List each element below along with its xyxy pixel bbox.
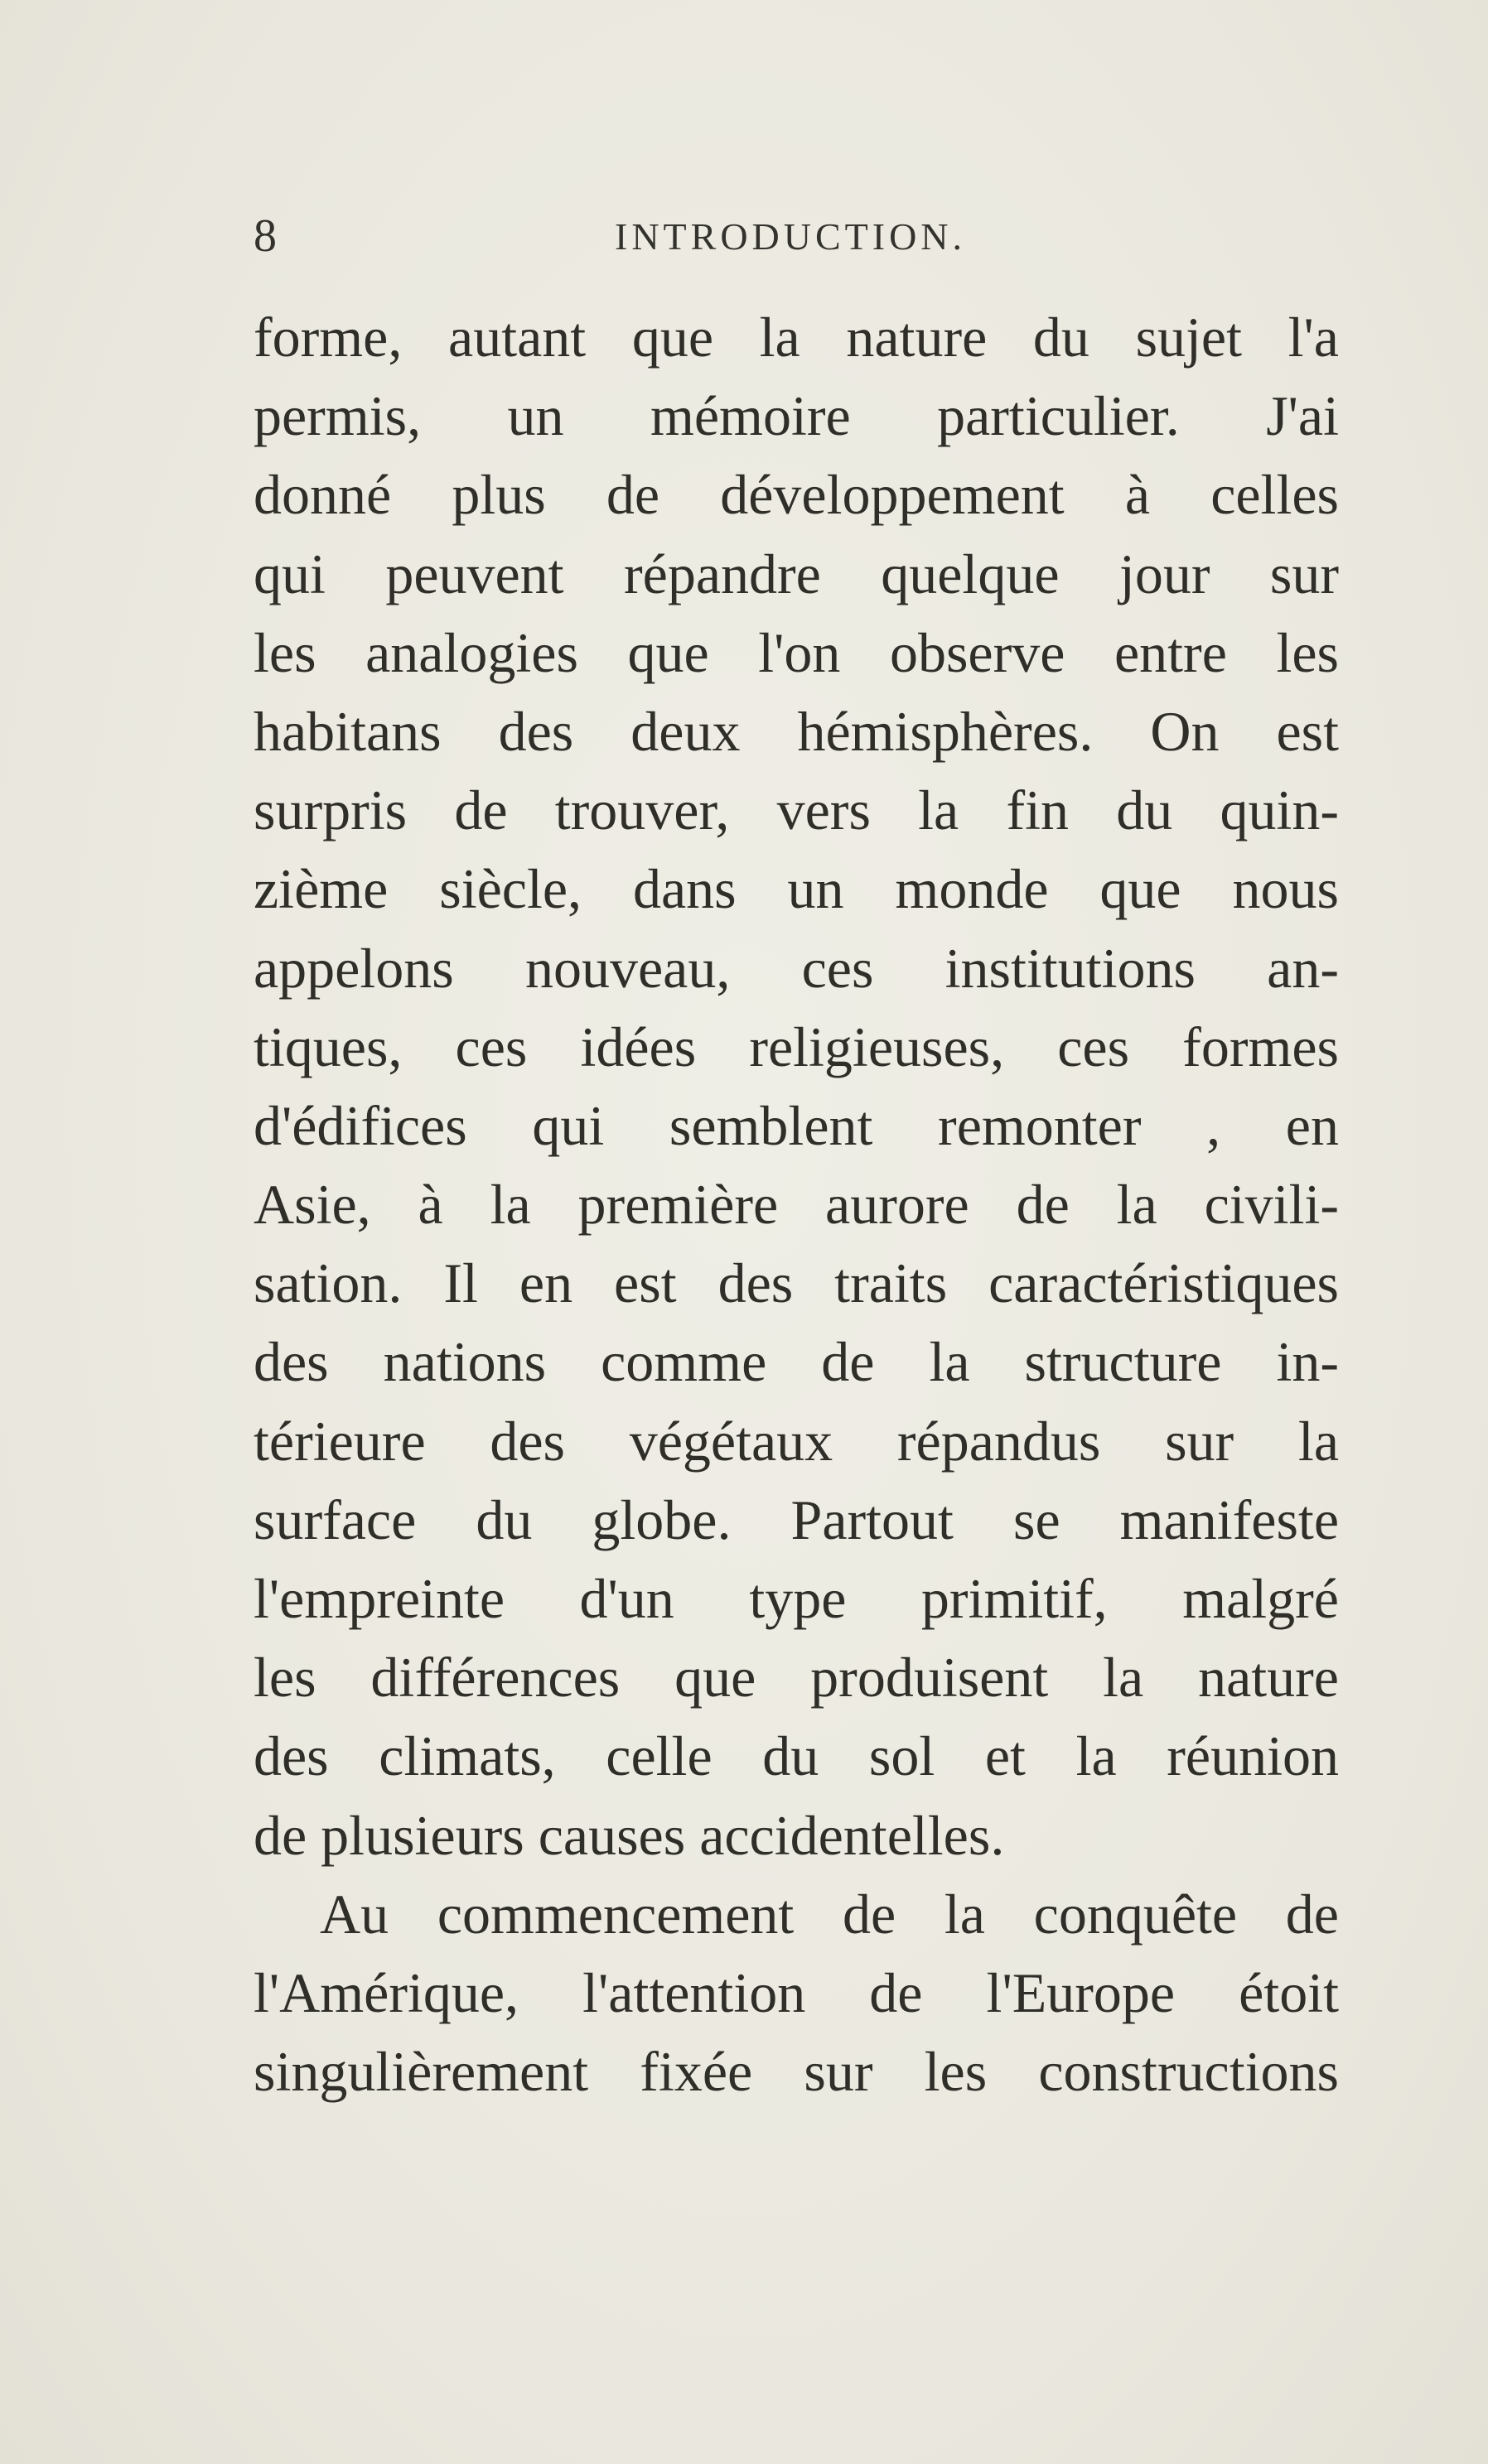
paragraph-end-line: de plusieurs causes accidentelles. bbox=[254, 1803, 1005, 1867]
text-line: singulièrement fixée sur les constructions bbox=[254, 2040, 1339, 2104]
text-line: des nations comme de la structure in- bbox=[254, 1330, 1339, 1394]
text-line: d'édifices qui semblent remonter , en bbox=[254, 1093, 1339, 1157]
paragraph-start-line: Au commencement de la conquête de bbox=[320, 1882, 1339, 1946]
text-line: tiques, ces idées religieuses, ces formes bbox=[254, 1015, 1339, 1078]
running-head: INTRODUCTION. bbox=[615, 215, 967, 258]
text-line: sation. Il en est des traits caractéristiques bbox=[254, 1251, 1339, 1315]
text-line: les analogies que l'on observe entre les bbox=[254, 620, 1339, 684]
page-number: 8 bbox=[254, 210, 277, 262]
text-line: les différences que produisent la nature bbox=[254, 1646, 1339, 1709]
text-line: des climats, celle du sol et la réunion bbox=[254, 1724, 1339, 1788]
text-line: térieure des végétaux répandus sur la bbox=[254, 1409, 1339, 1473]
text-line: surpris de trouver, vers la fin du quin- bbox=[254, 779, 1339, 842]
text-line: l'Amérique, l'attention de l'Europe étoit bbox=[254, 1960, 1339, 2024]
text-line: surface du globe. Partout se manifeste bbox=[254, 1488, 1339, 1551]
text-line: qui peuvent répandre quelque jour sur bbox=[254, 542, 1339, 605]
text-line: permis, un mémoire particulier. J'ai bbox=[254, 384, 1339, 448]
text-line: l'empreinte d'un type primitif, malgré bbox=[254, 1567, 1339, 1630]
body-text bbox=[254, 298, 1339, 2111]
text-line: donné plus de développement à celles bbox=[254, 463, 1339, 527]
text-line: habitans des deux hémisphères. On est bbox=[254, 699, 1339, 763]
text-line: forme, autant que la nature du sujet l'a bbox=[254, 306, 1339, 369]
text-line: zième siècle, dans un monde que nous bbox=[254, 857, 1339, 921]
text-line: appelons nouveau, ces institutions an- bbox=[254, 936, 1339, 1000]
page-header bbox=[254, 207, 1339, 265]
text-line: Asie, à la première aurore de la civili- bbox=[254, 1173, 1339, 1237]
